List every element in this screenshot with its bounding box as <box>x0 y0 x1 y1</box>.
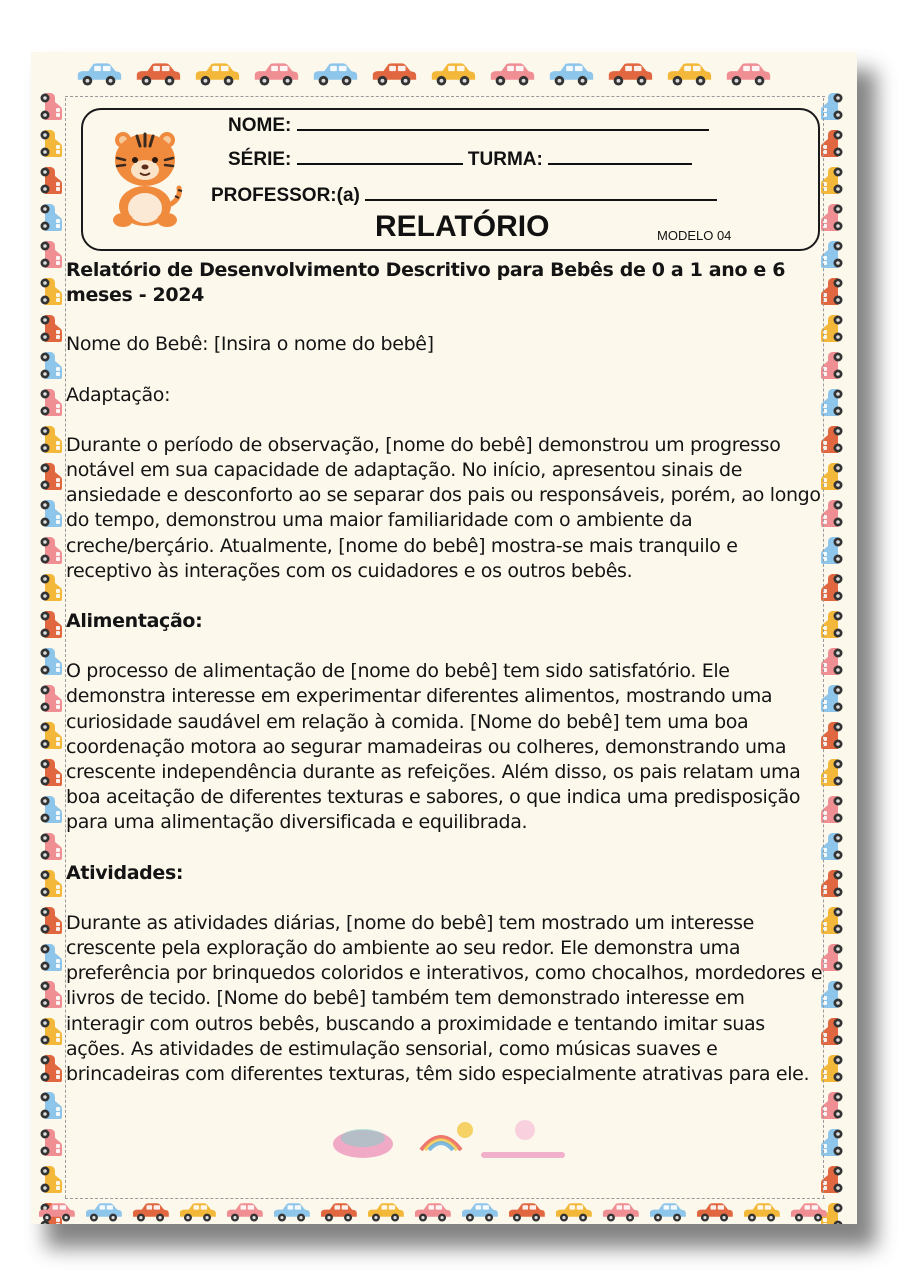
yellow-car-icon <box>37 1015 65 1049</box>
pink-car-icon <box>37 238 65 272</box>
blue-car-icon <box>37 941 65 975</box>
blue-car-icon <box>37 1089 65 1123</box>
yellow-car-icon <box>37 127 65 161</box>
red-car-icon <box>368 60 420 88</box>
model-label: MODELO 04 <box>657 228 732 243</box>
pink-car-icon <box>37 386 65 420</box>
adaptation-label: Adaptação: <box>66 383 171 406</box>
yellow-car-icon <box>663 60 715 88</box>
dashed-border-bottom <box>65 1198 825 1199</box>
blue-car-icon <box>37 645 65 679</box>
pink-car-icon <box>599 1198 642 1224</box>
tiger-icon <box>109 124 183 230</box>
pink-car-icon <box>722 60 774 88</box>
pink-car-icon <box>37 682 65 716</box>
dashed-border-top <box>65 96 825 97</box>
red-car-icon <box>37 608 65 642</box>
blue-car-icon <box>270 1198 313 1224</box>
report-heading: Relatório de Desenvolvimento Descritivo para Bebês de 0 a 1 ano e 6 meses - 2024 <box>66 259 786 307</box>
pink-car-icon <box>787 1198 830 1224</box>
report-content <box>66 258 826 1087</box>
red-car-icon <box>37 164 65 198</box>
nome-label: NOME: <box>228 115 292 136</box>
yellow-car-icon <box>37 423 65 457</box>
pink-car-icon <box>37 978 65 1012</box>
pink-car-icon <box>37 534 65 568</box>
red-car-icon <box>505 1198 548 1224</box>
yellow-car-icon <box>37 867 65 901</box>
blue-car-icon <box>37 349 65 383</box>
yellow-car-icon <box>37 1163 65 1197</box>
car-border-top <box>73 60 774 88</box>
red-car-icon <box>317 1198 360 1224</box>
yellow-car-icon <box>176 1198 219 1224</box>
activities-heading: Atividades: <box>66 861 184 884</box>
pink-car-icon <box>250 60 302 88</box>
red-car-icon <box>129 1198 172 1224</box>
pink-car-icon <box>486 60 538 88</box>
yellow-car-icon <box>37 275 65 309</box>
red-car-icon <box>37 1052 65 1086</box>
red-car-icon <box>37 756 65 790</box>
pink-car-icon <box>37 830 65 864</box>
pink-car-icon <box>37 1126 65 1160</box>
red-car-icon <box>693 1198 736 1224</box>
pink-car-icon <box>37 90 65 124</box>
yellow-car-icon <box>191 60 243 88</box>
serie-label: SÉRIE: <box>228 149 292 170</box>
feeding-text: O processo de alimentação de [nome do bebê] tem sido satisfatório. Ele demonstra interesse em experimentar diferentes alimentos, mostrando uma curiosidade saudável em relação à comida. [Nome do bebê] tem uma boa coordenação motora ao segurar mamadeiras ou colheres, demonstrando uma crescente independência durante as refeições. Além disso, os pais relatam uma boa aceitação de diferentes texturas e sabores, o que indica uma predisposição para uma alimentação diversificada e equilibrada. <box>66 660 801 834</box>
pink-car-icon <box>35 1198 78 1224</box>
car-border-bottom <box>35 1198 830 1224</box>
blue-car-icon <box>309 60 361 88</box>
yellow-car-icon <box>740 1198 783 1224</box>
professor-field[interactable] <box>365 184 717 201</box>
red-car-icon <box>37 460 65 494</box>
red-car-icon <box>604 60 656 88</box>
red-car-icon <box>132 60 184 88</box>
baby-name-line: Nome do Bebê: [Insira o nome do bebê] <box>66 333 434 356</box>
professor-label: PROFESSOR:(a) <box>211 185 360 206</box>
pink-car-icon <box>411 1198 454 1224</box>
serie-field[interactable] <box>297 148 463 165</box>
red-car-icon <box>37 312 65 346</box>
blue-car-icon <box>82 1198 125 1224</box>
report-page <box>31 52 857 1224</box>
blue-car-icon <box>458 1198 501 1224</box>
activities-text: Durante as atividades diárias, [nome do bebê] tem mostrado um interesse crescente pela exploração do ambiente ao seu redor. Ele demonstra uma preferência por brinquedos coloridos e interativos, como chocalhos, mordedores e livros de tecido. [Nome do bebê] também tem demonstrado interesse em interagir com outros bebês, buscando a proximidade e tentando imitar suas ações. As atividades de estimulação sensorial, como músicas suaves e brincadeiras com diferentes texturas, têm sido especialmente atrativas para ele. <box>66 911 823 1086</box>
turma-field[interactable] <box>548 148 692 165</box>
yellow-car-icon <box>37 719 65 753</box>
blue-car-icon <box>37 497 65 531</box>
yellow-car-icon <box>552 1198 595 1224</box>
nome-field[interactable] <box>297 114 709 131</box>
pink-car-icon <box>223 1198 266 1224</box>
yellow-car-icon <box>427 60 479 88</box>
blue-car-icon <box>37 201 65 235</box>
yellow-car-icon <box>37 571 65 605</box>
serie-turma-line <box>228 148 692 171</box>
blue-car-icon <box>73 60 125 88</box>
page-title: RELATÓRIO <box>375 210 550 243</box>
blue-car-icon <box>545 60 597 88</box>
yellow-car-icon <box>364 1198 407 1224</box>
professor-line <box>211 184 717 207</box>
nome-line <box>228 114 709 137</box>
turma-label: TURMA: <box>467 149 543 170</box>
red-car-icon <box>37 904 65 938</box>
feeding-heading: Alimentação: <box>66 610 203 633</box>
adaptation-text: Durante o período de observação, [nome do bebê] demonstrou um progresso notável em sua capacidade de adaptação. No início, apresentou sinais de ansiedade e desconforto ao se separar dos pais ou responsáveis, porém, ao longo do tempo, demonstrou uma maior familiaridade com o ambiente da creche/berçário. Atualmente, [nome do bebê] mostra-se mais tranquilo e receptivo às interações com os cuidadores e os outros bebês. <box>66 433 821 582</box>
blue-car-icon <box>37 793 65 827</box>
watermark-logos <box>329 1116 569 1166</box>
blue-car-icon <box>646 1198 689 1224</box>
car-border-left <box>37 90 65 1224</box>
